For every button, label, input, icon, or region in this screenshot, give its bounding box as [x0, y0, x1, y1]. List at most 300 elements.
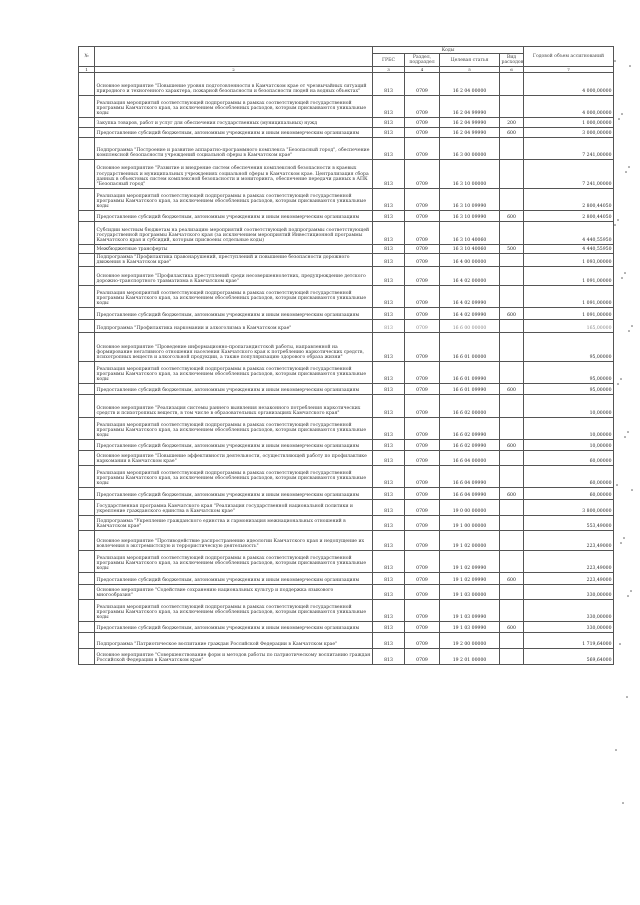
- idx-cell: 6: [500, 67, 524, 73]
- row-grbs-cell: 813: [373, 96, 405, 118]
- row-number-cell: [79, 96, 95, 118]
- row-section-cell: 0709: [405, 320, 440, 333]
- row-number-cell: [79, 573, 95, 585]
- row-section-cell: 0709: [405, 333, 440, 362]
- row-name-cell: Основное мероприятие "Противодействие распространению идеологии Камчатского края и недопущение их вовлечения в экстремистскую и террористическую деятельность": [95, 531, 373, 551]
- table-row: [79, 333, 614, 362]
- row-number-cell: [79, 267, 95, 286]
- row-amount-cell: 10,00000: [524, 395, 614, 418]
- row-amount-cell: 95,00000: [524, 384, 614, 395]
- row-number-cell: [79, 622, 95, 633]
- row-type-cell: [500, 649, 524, 665]
- row-amount-cell: 60,00000: [524, 488, 614, 500]
- row-target-cell: 16 2 04 99990: [440, 96, 500, 118]
- row-section-cell: 0709: [405, 308, 440, 320]
- row-grbs-cell: 813: [373, 585, 405, 600]
- row-type-cell: 500: [500, 245, 524, 254]
- row-target-cell: 19 1 02 09990: [440, 573, 500, 585]
- table-row: [79, 440, 614, 451]
- table-row: [79, 267, 614, 286]
- row-grbs-cell: 813: [373, 320, 405, 333]
- row-type-cell: [500, 96, 524, 118]
- row-type-cell: [500, 600, 524, 622]
- row-grbs-cell: 813: [373, 440, 405, 451]
- row-number-cell: [79, 254, 95, 267]
- row-type-cell: 600: [500, 384, 524, 395]
- row-number-cell: [79, 551, 95, 573]
- row-type-cell: 600: [500, 211, 524, 222]
- row-number-cell: [79, 308, 95, 320]
- row-amount-cell: 330,00000: [524, 585, 614, 600]
- row-amount-cell: 4 000,00000: [524, 96, 614, 118]
- row-name-cell: Подпрограмма "Профилактика наркомании и алкоголизма в Камчатском крае": [95, 320, 373, 333]
- table-row: [79, 138, 614, 160]
- row-number-cell: [79, 211, 95, 222]
- row-number-cell: [79, 418, 95, 440]
- row-target-cell: 16 6 02 00000: [440, 395, 500, 418]
- row-section-cell: 0709: [405, 160, 440, 189]
- row-number-cell: [79, 245, 95, 254]
- row-grbs-cell: 813: [373, 488, 405, 500]
- col-section-header: Раздел, подраздел: [405, 54, 440, 67]
- row-type-cell: [500, 333, 524, 362]
- row-amount-cell: 1 719,64000: [524, 633, 614, 649]
- row-name-cell: Субсидии местным бюджетам на реализацию мероприятий соответствующей подпрограммы соответствующей государственной программы Камчатского края (за исключением мероприятий Инвестиционной программы Камчатского края и субсидий, которым присвоены отдельные коды): [95, 222, 373, 245]
- row-amount-cell: 2 800,44050: [524, 211, 614, 222]
- row-type-cell: 600: [500, 308, 524, 320]
- row-target-cell: 16 2 04 99990: [440, 118, 500, 128]
- row-target-cell: 16 4 02 00000: [440, 267, 500, 286]
- idx-cell: 5: [440, 67, 500, 73]
- row-target-cell: 19 1 03 00000: [440, 585, 500, 600]
- row-type-cell: [500, 395, 524, 418]
- row-target-cell: 16 3 10 09990: [440, 189, 500, 211]
- row-type-cell: 600: [500, 488, 524, 500]
- idx-cell: 2: [95, 67, 373, 73]
- row-section-cell: 0709: [405, 585, 440, 600]
- row-name-cell: Предоставление субсидий бюджетным, автономным учреждениям и иным некоммерческим организациям: [95, 488, 373, 500]
- row-amount-cell: 165,00000: [524, 320, 614, 333]
- row-section-cell: 0709: [405, 384, 440, 395]
- header-row: [79, 47, 614, 54]
- table-row: [79, 362, 614, 384]
- table-row: [79, 649, 614, 665]
- row-type-cell: [500, 531, 524, 551]
- table-row: [79, 500, 614, 516]
- row-grbs-cell: 813: [373, 73, 405, 96]
- row-section-cell: 0709: [405, 531, 440, 551]
- row-target-cell: 16 4 02 09990: [440, 308, 500, 320]
- speckle: [619, 643, 621, 645]
- speckle: [616, 484, 618, 486]
- row-amount-cell: 4 440,55950: [524, 245, 614, 254]
- row-section-cell: 0709: [405, 516, 440, 531]
- table-row: [79, 245, 614, 254]
- row-number-cell: [79, 384, 95, 395]
- row-number-cell: [79, 633, 95, 649]
- row-grbs-cell: 813: [373, 622, 405, 633]
- row-amount-cell: 223,49000: [524, 573, 614, 585]
- row-section-cell: 0709: [405, 189, 440, 211]
- speckle: [631, 489, 633, 491]
- col-grbs-header: ГРБС: [373, 54, 405, 67]
- row-grbs-cell: 813: [373, 451, 405, 466]
- row-section-cell: 0709: [405, 138, 440, 160]
- row-amount-cell: 7 241,00000: [524, 160, 614, 189]
- row-target-cell: 16 2 04 99990: [440, 128, 500, 138]
- table-row: [79, 286, 614, 308]
- row-amount-cell: 330,00000: [524, 622, 614, 633]
- row-amount-cell: 60,00000: [524, 466, 614, 488]
- speckle: [621, 277, 623, 279]
- table-row: [79, 551, 614, 573]
- row-grbs-cell: 813: [373, 395, 405, 418]
- row-name-cell: Реализация мероприятий соответствующей подпрограммы в рамках соответствующей государственной программы Камчатского края, за исключением обособленных расходов, которым присваиваются уникальные коды: [95, 362, 373, 384]
- row-amount-cell: 4 000,00000: [524, 73, 614, 96]
- row-target-cell: 19 2 00 00000: [440, 633, 500, 649]
- row-grbs-cell: 813: [373, 245, 405, 254]
- row-amount-cell: 1 000,00000: [524, 118, 614, 128]
- table-row: [79, 516, 614, 531]
- row-number-cell: [79, 516, 95, 531]
- row-amount-cell: 3 000,00000: [524, 128, 614, 138]
- row-type-cell: 600: [500, 573, 524, 585]
- row-number-cell: [79, 440, 95, 451]
- row-target-cell: 16 6 04 09990: [440, 488, 500, 500]
- col-number-header: №: [79, 47, 95, 67]
- row-amount-cell: 95,00000: [524, 362, 614, 384]
- row-type-cell: 600: [500, 128, 524, 138]
- row-section-cell: 0709: [405, 96, 440, 118]
- row-type-cell: 600: [500, 622, 524, 633]
- row-name-cell: Подпрограмма "Построение и развитие аппаратно-программного комплекса "Безопасный город", обеспечение комплексной безопасности учреждений социальной сферы в Камчатском крае": [95, 138, 373, 160]
- row-number-cell: [79, 128, 95, 138]
- row-section-cell: 0709: [405, 254, 440, 267]
- table-row: [79, 622, 614, 633]
- row-target-cell: 16 3 10 00000: [440, 160, 500, 189]
- speckle: [626, 696, 628, 698]
- row-target-cell: 16 4 02 09990: [440, 286, 500, 308]
- speckle: [623, 537, 625, 539]
- speckle: [620, 378, 622, 380]
- row-number-cell: [79, 466, 95, 488]
- speckle: [622, 802, 624, 804]
- row-name-cell: Основное мероприятие "Профилактика преступлений среди несовершеннолетних, предупреждение детского дорожно-транспортного травматизма в Камчатском крае": [95, 267, 373, 286]
- row-name-cell: Реализация мероприятий соответствующей подпрограммы в рамках соответствующей государственной программы Камчатского края, за исключением обособленных расходов, которым присваиваются уникальные коды: [95, 96, 373, 118]
- row-section-cell: 0709: [405, 466, 440, 488]
- row-section-cell: 0709: [405, 440, 440, 451]
- row-grbs-cell: 813: [373, 267, 405, 286]
- speckle: [628, 166, 630, 168]
- row-number-cell: [79, 649, 95, 665]
- table-row: [79, 466, 614, 488]
- row-grbs-cell: 813: [373, 333, 405, 362]
- row-section-cell: 0709: [405, 488, 440, 500]
- row-grbs-cell: 813: [373, 286, 405, 308]
- row-grbs-cell: 813: [373, 516, 405, 531]
- row-number-cell: [79, 600, 95, 622]
- row-type-cell: [500, 189, 524, 211]
- row-number-cell: [79, 189, 95, 211]
- row-number-cell: [79, 362, 95, 384]
- row-number-cell: [79, 585, 95, 600]
- row-name-cell: Предоставление субсидий бюджетным, автономным учреждениям и иным некоммерческим организациям: [95, 384, 373, 395]
- codes-group-header: Коды: [373, 47, 524, 54]
- row-target-cell: 19 1 02 09990: [440, 551, 500, 573]
- row-target-cell: 16 3 10 40060: [440, 222, 500, 245]
- row-type-cell: [500, 451, 524, 466]
- row-name-cell: Предоставление субсидий бюджетным, автономным учреждениям и иным некоммерческим организациям: [95, 128, 373, 138]
- idx-cell: 1: [79, 67, 95, 73]
- row-amount-cell: 10,00000: [524, 418, 614, 440]
- table-body: [79, 73, 614, 665]
- col-type-header: Вид расходов: [501, 54, 524, 66]
- row-name-cell: Основное мероприятие "Повышение эффективности деятельности, осуществляющей работу по профилактике наркомании в Камчатском крае": [95, 451, 373, 466]
- row-type-cell: [500, 320, 524, 333]
- row-target-cell: 19 1 03 09990: [440, 600, 500, 622]
- row-section-cell: 0709: [405, 222, 440, 245]
- row-amount-cell: 330,00000: [524, 600, 614, 622]
- table-row: [79, 384, 614, 395]
- row-amount-cell: 569,64000: [524, 649, 614, 665]
- row-name-cell: Государственная программа Камчатского края "Реализация государственной национальной политики и укрепление гражданского единства в Камчатском крае": [95, 500, 373, 516]
- table-row: [79, 585, 614, 600]
- row-section-cell: 0709: [405, 451, 440, 466]
- row-section-cell: 0709: [405, 573, 440, 585]
- row-type-cell: [500, 551, 524, 573]
- speckle: [627, 431, 629, 433]
- row-grbs-cell: 813: [373, 531, 405, 551]
- row-type-cell: [500, 160, 524, 189]
- row-grbs-cell: 813: [373, 600, 405, 622]
- row-name-cell: Основное мероприятие "Развитие и внедрение систем обеспечения комплексной безопасности в краевых государственных и муниципальных учреждениях социальной сферы в Камчатском крае. Централизация сбора данных в объектовых систем комплексной безопасности и мониторинга, обеспечение передачи данных в АПК "Безопасный город": [95, 160, 373, 189]
- speckle: [630, 590, 632, 592]
- row-type-cell: 200: [500, 118, 524, 128]
- row-target-cell: 16 2 04 00000: [440, 73, 500, 96]
- row-grbs-cell: 813: [373, 633, 405, 649]
- row-name-cell: Предоставление субсидий бюджетным, автономным учреждениям и иным некоммерческим организациям: [95, 573, 373, 585]
- row-name-cell: Основное мероприятие "Реализация системы раннего выявления незаконного потребления наркотических средств и психотропных веществ, в том числе в образовательных организациях Камчатского края": [95, 395, 373, 418]
- row-section-cell: 0709: [405, 362, 440, 384]
- table-row: [79, 633, 614, 649]
- row-target-cell: 16 3 10 40060: [440, 245, 500, 254]
- row-number-cell: [79, 320, 95, 333]
- speckle: [627, 595, 629, 597]
- row-number-cell: [79, 395, 95, 418]
- table-row: [79, 395, 614, 418]
- table-row: [79, 128, 614, 138]
- row-target-cell: 16 6 01 00000: [440, 333, 500, 362]
- col-target-header: Целевая статья: [440, 54, 500, 67]
- row-amount-cell: 60,00000: [524, 451, 614, 466]
- row-number-cell: [79, 73, 95, 96]
- col-amount-header: Годовой объем ассигнований: [524, 47, 614, 67]
- row-name-cell: Закупка товаров, работ и услуг для обеспечения государственных (муниципальных) нужд: [95, 118, 373, 128]
- row-target-cell: 16 6 04 09990: [440, 466, 500, 488]
- row-target-cell: 16 6 01 09990: [440, 362, 500, 384]
- row-name-cell: Основное мероприятие "Проведение информационно-пропагандистской работы, направленной на формирование негативного отношения населения Камчатского края к потреблению наркотических средств, психотропных веществ и алкогольной продукции, а также популяризацию здорового образа жизни": [95, 333, 373, 362]
- row-target-cell: 16 6 04 00000: [440, 451, 500, 466]
- row-grbs-cell: 813: [373, 211, 405, 222]
- row-grbs-cell: 813: [373, 160, 405, 189]
- row-type-cell: [500, 585, 524, 600]
- row-name-cell: Реализация мероприятий соответствующей подпрограммы в рамках соответствующей государственной программы Камчатского края, за исключением обособленных расходов, которым присваиваются уникальные коды: [95, 466, 373, 488]
- row-number-cell: [79, 222, 95, 245]
- row-name-cell: Предоставление субсидий бюджетным, автономным учреждениям и иным некоммерческим организациям: [95, 440, 373, 451]
- row-amount-cell: 1 091,00000: [524, 308, 614, 320]
- speckle: [617, 383, 619, 385]
- speckle: [617, 219, 619, 221]
- row-number-cell: [79, 451, 95, 466]
- row-amount-cell: 7 241,00000: [524, 138, 614, 160]
- row-section-cell: 0709: [405, 211, 440, 222]
- row-target-cell: 16 6 02 09990: [440, 418, 500, 440]
- row-target-cell: 16 6 02 09990: [440, 440, 500, 451]
- row-type-cell: [500, 418, 524, 440]
- row-number-cell: [79, 286, 95, 308]
- row-type-cell: [500, 362, 524, 384]
- row-type-cell: [500, 138, 524, 160]
- col-name-header: [95, 47, 373, 67]
- row-section-cell: 0709: [405, 395, 440, 418]
- speckle: [614, 60, 616, 62]
- speckle: [625, 171, 627, 173]
- row-grbs-cell: 813: [373, 551, 405, 573]
- row-amount-cell: 1 093,00000: [524, 254, 614, 267]
- table-row: [79, 189, 614, 211]
- row-target-cell: 16 3 10 09990: [440, 211, 500, 222]
- row-type-cell: [500, 633, 524, 649]
- row-section-cell: 0709: [405, 73, 440, 96]
- row-name-cell: Подпрограмма "Укрепление гражданского единства и гармонизация межнациональных отношений в Камчатском крае": [95, 516, 373, 531]
- row-section-cell: 0709: [405, 128, 440, 138]
- row-section-cell: 0709: [405, 633, 440, 649]
- row-target-cell: 16 6 01 09990: [440, 384, 500, 395]
- budget-table: [78, 46, 614, 665]
- row-section-cell: 0709: [405, 267, 440, 286]
- table-row: [79, 160, 614, 189]
- row-name-cell: Реализация мероприятий соответствующей подпрограммы в рамках соответствующей государственной программы Камчатского края, за исключением обособленных расходов, которым присваиваются уникальные коды: [95, 600, 373, 622]
- row-type-cell: [500, 254, 524, 267]
- speckle: [621, 113, 623, 115]
- row-section-cell: 0709: [405, 500, 440, 516]
- row-section-cell: 0709: [405, 118, 440, 128]
- row-section-cell: 0709: [405, 245, 440, 254]
- row-type-cell: [500, 222, 524, 245]
- row-amount-cell: 10,00000: [524, 440, 614, 451]
- speckle: [629, 65, 631, 67]
- speckle: [628, 330, 630, 332]
- row-grbs-cell: 813: [373, 384, 405, 395]
- row-grbs-cell: 813: [373, 138, 405, 160]
- table-row: [79, 451, 614, 466]
- row-type-cell: [500, 286, 524, 308]
- row-name-cell: Реализация мероприятий соответствующей подпрограммы в рамках соответствующей государственной программы Камчатского края, за исключением обособленных расходов, которым присваиваются уникальные коды: [95, 286, 373, 308]
- speckle: [631, 325, 633, 327]
- row-number-cell: [79, 160, 95, 189]
- row-grbs-cell: 813: [373, 118, 405, 128]
- row-target-cell: 19 1 02 00000: [440, 531, 500, 551]
- table-row: [79, 600, 614, 622]
- row-type-cell: [500, 73, 524, 96]
- row-target-cell: 16 3 00 00000: [440, 138, 500, 160]
- row-grbs-cell: 813: [373, 254, 405, 267]
- row-grbs-cell: 813: [373, 573, 405, 585]
- row-amount-cell: 4 440,55950: [524, 222, 614, 245]
- table-row: [79, 254, 614, 267]
- row-name-cell: Предоставление субсидий бюджетным, автономным учреждениям и иным некоммерческим организациям: [95, 622, 373, 633]
- table-row: [79, 573, 614, 585]
- idx-cell: 4: [405, 67, 440, 73]
- row-amount-cell: 2 800,44050: [524, 189, 614, 211]
- table-row: [79, 96, 614, 118]
- row-amount-cell: 95,00000: [524, 333, 614, 362]
- margin-speckles: [614, 60, 634, 860]
- idx-cell: 7: [524, 67, 614, 73]
- table-row: [79, 222, 614, 245]
- idx-cell: 3: [373, 67, 405, 73]
- row-grbs-cell: 813: [373, 500, 405, 516]
- row-amount-cell: 223,49000: [524, 551, 614, 573]
- row-grbs-cell: 813: [373, 649, 405, 665]
- row-type-cell: [500, 516, 524, 531]
- row-name-cell: Основное мероприятие "Повышение уровня подготовленности в Камчатском крае от чрезвычайных ситуаций природного и техногенного характера, пожарной безопасности и безопасности людей на водных объектах": [95, 73, 373, 96]
- row-grbs-cell: 813: [373, 189, 405, 211]
- row-number-cell: [79, 488, 95, 500]
- row-target-cell: 16 4 00 00000: [440, 254, 500, 267]
- table-row: [79, 211, 614, 222]
- row-type-cell: 600: [500, 440, 524, 451]
- row-type-cell: [500, 500, 524, 516]
- row-amount-cell: 3 800,00000: [524, 500, 614, 516]
- row-name-cell: Реализация мероприятий соответствующей подпрограммы в рамках соответствующей государственной программы Камчатского края, за исключением обособленных расходов, которым присваиваются уникальные коды: [95, 418, 373, 440]
- row-number-cell: [79, 138, 95, 160]
- row-section-cell: 0709: [405, 622, 440, 633]
- table-row: [79, 320, 614, 333]
- row-grbs-cell: 813: [373, 308, 405, 320]
- row-target-cell: 19 0 00 00000: [440, 500, 500, 516]
- row-name-cell: Межбюджетные трансферты: [95, 245, 373, 254]
- speckle: [624, 436, 626, 438]
- row-amount-cell: 1 091,00000: [524, 267, 614, 286]
- speckle: [615, 749, 617, 751]
- table-row: [79, 308, 614, 320]
- speckle: [620, 542, 622, 544]
- row-grbs-cell: 813: [373, 466, 405, 488]
- row-amount-cell: 553,49000: [524, 516, 614, 531]
- row-name-cell: Реализация мероприятий соответствующей подпрограммы в рамках соответствующей государственной программы Камчатского края, за исключением обособленных расходов, которым присваиваются уникальные коды: [95, 189, 373, 211]
- table-row: [79, 73, 614, 96]
- table-row: [79, 531, 614, 551]
- row-section-cell: 0709: [405, 551, 440, 573]
- row-number-cell: [79, 500, 95, 516]
- row-grbs-cell: 813: [373, 128, 405, 138]
- row-name-cell: Основное мероприятие "Содействие сохранению национальных культур и поддержка языкового многообразия": [95, 585, 373, 600]
- row-name-cell: Реализация мероприятий соответствующей подпрограммы в рамках соответствующей государственной программы Камчатского края, за исключением обособленных расходов, которым присваиваются уникальные коды: [95, 551, 373, 573]
- speckle: [624, 272, 626, 274]
- row-target-cell: 19 2 01 00000: [440, 649, 500, 665]
- row-type-cell: [500, 466, 524, 488]
- row-name-cell: Предоставление субсидий бюджетным, автономным учреждениям и иным некоммерческим организациям: [95, 308, 373, 320]
- row-grbs-cell: 813: [373, 362, 405, 384]
- row-grbs-cell: 813: [373, 222, 405, 245]
- row-amount-cell: 1 091,00000: [524, 286, 614, 308]
- row-name-cell: Предоставление субсидий бюджетным, автономным учреждениям и иным некоммерческим организациям: [95, 211, 373, 222]
- row-grbs-cell: 813: [373, 418, 405, 440]
- row-section-cell: 0709: [405, 418, 440, 440]
- row-name-cell: Основное мероприятие "Совершенствование форм и методов работы по патриотическому воспитанию граждан Российской Федерации в Камчатском крае": [95, 649, 373, 665]
- row-target-cell: 19 1 00 00000: [440, 516, 500, 531]
